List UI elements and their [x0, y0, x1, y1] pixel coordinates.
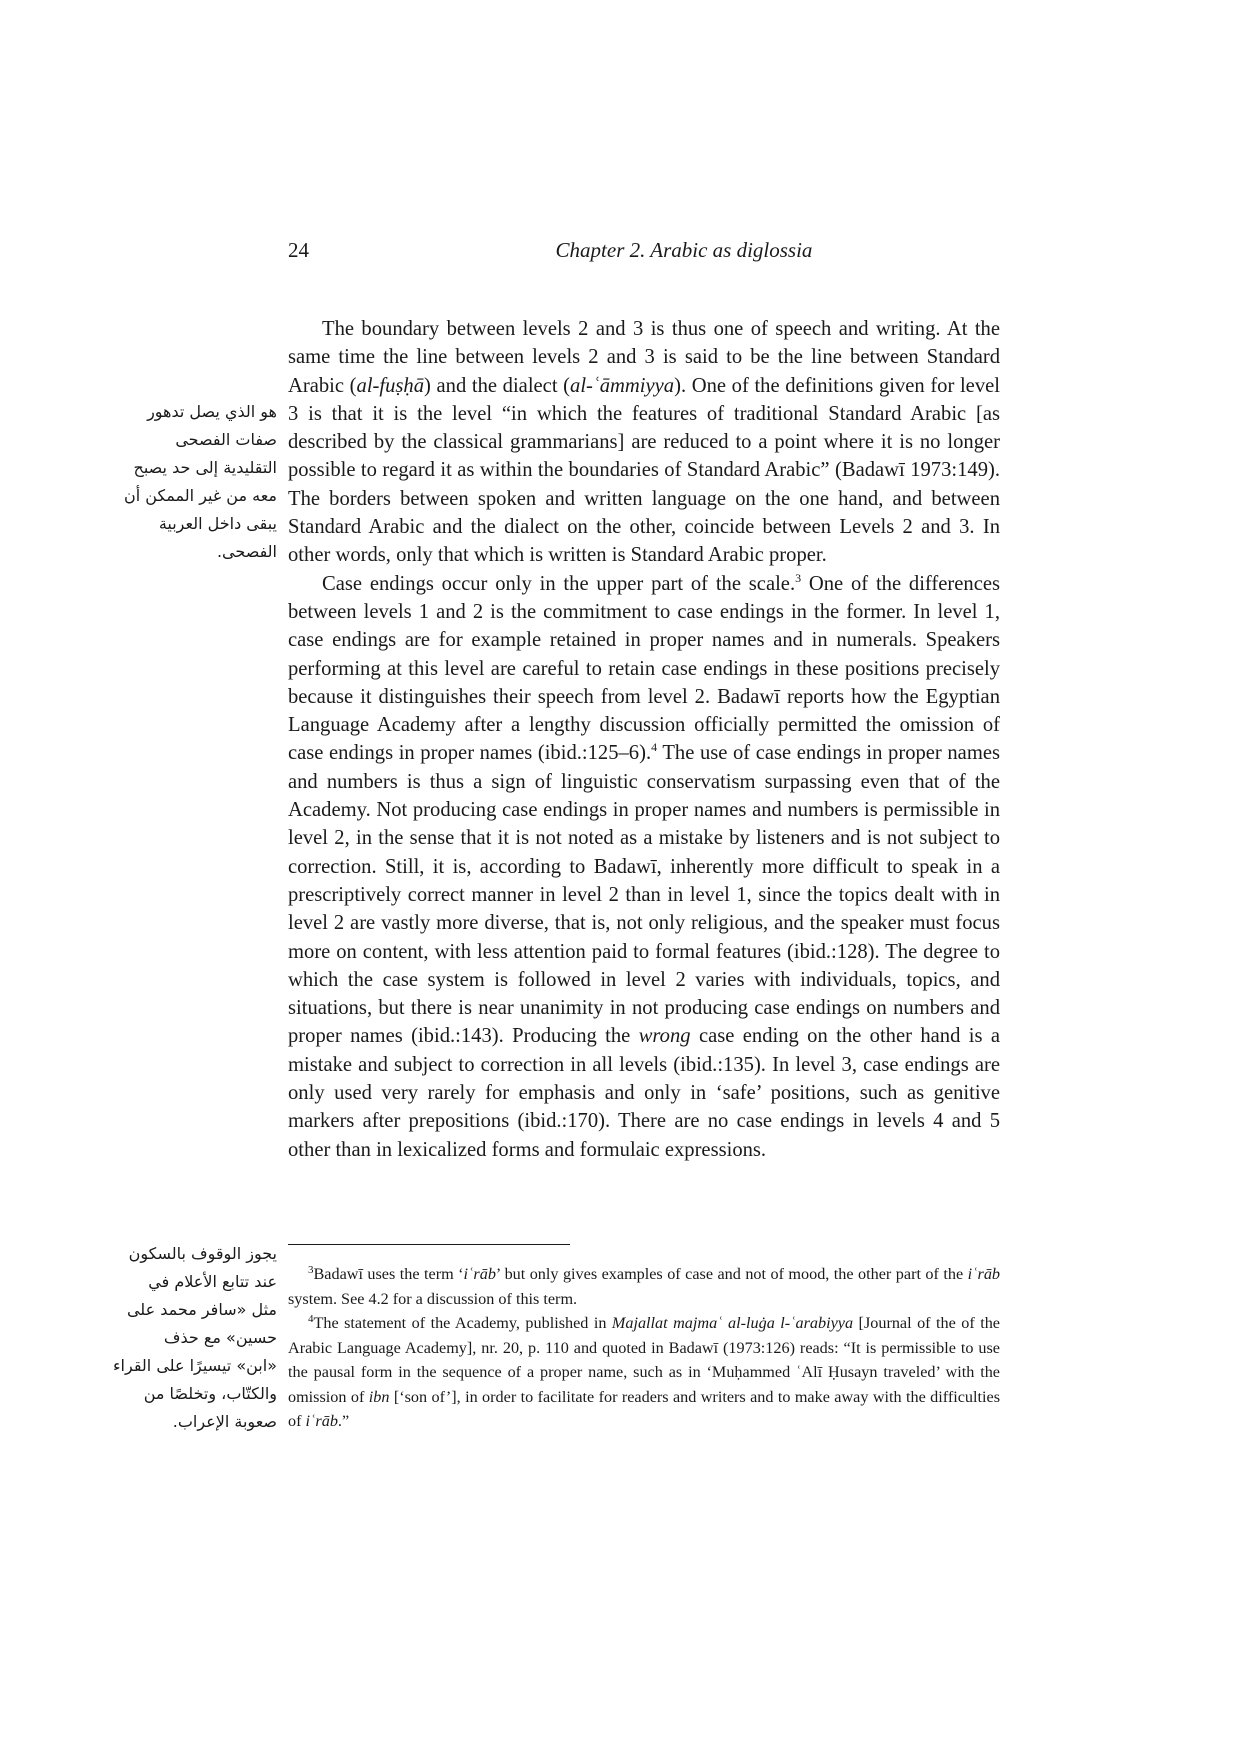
footnote-rule: [288, 1244, 570, 1245]
text-run: One of the differences between levels 1 and 2 is the commitment to case endings in the former. In level 1, case endings are for example retained in proper names and in numerals. Speakers performing at this level are careful to retain case endings in these positions precisely because it distinguishes their speech from level 2. Badawī reports how the Egyptian Language Academy after a lengthy discussion officially permitted the omission of case endings in proper names (ibid.:125–6).: [288, 572, 1000, 765]
footnote-4: [288, 1311, 1000, 1434]
margin-note-line: الفصحى.: [216, 542, 277, 561]
text-run: system. See 4.2 for a discussion of this term.: [288, 1289, 578, 1308]
margin-note-line: صفات الفصحى: [175, 430, 277, 449]
text-run: ). One of the definitions given for level 3 is that it is the level “in which the features of traditional Standard Arabic [as described by the classical grammarians] are reduced to a point where it is no longer possible to regard it as within the boundaries of Standard Arabic” (Badawī 1973:149). The borders between spoken and written language on the one hand, and between Standard Arabic and the dialect on the other, coincide between Levels 2 and 3. In other words, only that which is written is Standard Arabic proper.: [288, 374, 1000, 567]
footnote-marker: 3: [308, 1264, 314, 1276]
margin-note-line: التقليدية إلى حد يصبح: [133, 458, 277, 477]
margin-note-line: مثل «سافر محمد على: [126, 1300, 277, 1319]
text-run: [‘son of’], in order to facilitate for readers and writers and to make away with the difficulties of: [288, 1387, 1000, 1430]
italic-term: iʿrāb: [305, 1412, 338, 1430]
text-run: case ending on the other hand is a mistake and subject to correction in all levels (ibid.:135). In level 3, case endings are only used very rarely for emphasis and only in ‘safe’ positions, such as genitive markers after prepositions (ibid.:170). There are no case endings in levels 4 and 5 other than in lexicalized forms and formulaic expressions.: [288, 1025, 1000, 1161]
footnote-3: [288, 1262, 1000, 1311]
body-text: [288, 315, 1000, 1164]
text-run: ’ but only gives examples of case and not of mood, the other part of the: [495, 1265, 968, 1283]
margin-note-line: صعوبة الإعراب.: [172, 1412, 277, 1431]
text-run: ) and the dialect (: [424, 374, 571, 397]
margin-note-line: معه من غير الممكن أن: [123, 486, 277, 505]
text-run: .”: [337, 1412, 350, 1430]
page-number: 24: [288, 238, 309, 262]
text-run: The use of case endings in proper names and numbers is thus a sign of linguistic conservatism surpassing even that of the Academy. Not producing case endings in proper names and numbers is permissible in level 2, in the sense that it is not noted as a mistake by listeners and is not subject to correction. Still, it is, according to Badawī, inherently more difficult to speak in a prescriptively correct manner in level 2 than in level 1, since the topics dealt with in level 2 are vastly more diverse, that is, not only religious, and the speaker must focus more on content, with less attention paid to formal features (ibid.:128). The degree to which the case system is followed in level 2 varies with individuals, topics, and situations, but there is near unanimity in not producing case endings on numbers and proper names (ibid.:143). Producing the: [288, 742, 1000, 1048]
italic-term: Majallat majmaʿ al-luġa l-ʿarabiyya: [611, 1314, 854, 1332]
footnote-marker: 4: [308, 1313, 314, 1325]
footnote-ref[interactable]: 4: [651, 740, 658, 755]
chapter-title: Chapter 2. Arabic as diglossia: [555, 238, 813, 262]
text-run: Badawī uses the term ‘: [313, 1265, 464, 1283]
margin-note-line: «ابن» تيسيرًا على القراء: [113, 1356, 277, 1375]
margin-note-line: والكتّاب، وتخلصًا من: [143, 1384, 277, 1403]
text-run: Case endings occur only in the upper part of the scale.: [322, 572, 796, 595]
paragraph: [288, 315, 1000, 570]
margin-note-line: يبقى داخل العربية: [158, 514, 277, 533]
italic-term: iʿrāb: [967, 1265, 1000, 1283]
margin-note-line: يجوز الوقوف بالسكون: [128, 1244, 277, 1263]
margin-note-line: هو الذي يصل تدهور: [147, 402, 277, 421]
arabic-margin-note-2: [113, 1240, 277, 1436]
italic-term: al-fuṣḥā: [356, 374, 425, 397]
italic-term: wrong: [638, 1025, 691, 1048]
italic-term: iʿrāb: [463, 1265, 496, 1283]
italic-term: ibn: [368, 1387, 390, 1406]
paragraph: [288, 570, 1000, 1164]
text-run: The boundary between levels 2 and 3 is thus one of speech and writing. At the same time the line between levels 2 and 3 is said to be the line between Standard Arabic (: [288, 318, 1000, 397]
margin-note-line: عند تتابع الأعلام في: [148, 1272, 277, 1291]
text-run: [Journal of the of the Arabic Language Academy], nr. 20, p. 110 and quoted in Badawī (1973:126) reads: “It is permissible to use the pausal form in the sequence of a proper name, such as in ‘Muḥammed ʿAlī Ḥusayn traveled’ with the omission of: [288, 1314, 1000, 1406]
running-head: [288, 238, 1000, 268]
arabic-margin-note-1: [122, 398, 277, 566]
margin-note-line: حسين» مع حذف: [163, 1328, 277, 1347]
text-run: The statement of the Academy, published in: [313, 1314, 612, 1332]
footnotes: [288, 1262, 1000, 1434]
footnote-ref[interactable]: 3: [795, 570, 802, 585]
italic-term: al-ʿāmmiyya: [570, 374, 675, 397]
